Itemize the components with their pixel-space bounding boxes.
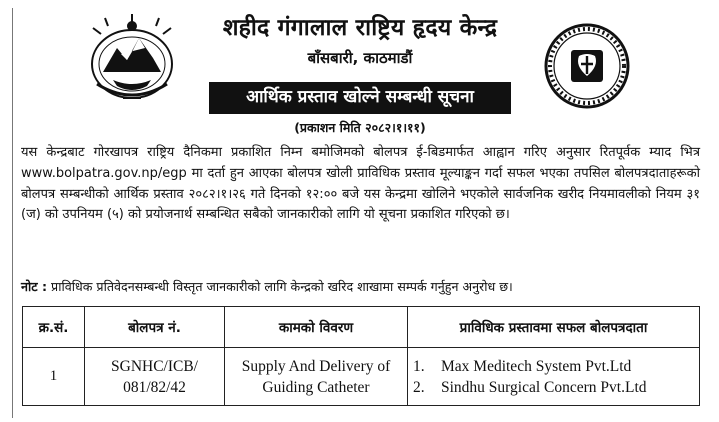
header-bid-number: बोलपत्र नं. bbox=[85, 307, 225, 348]
list-item bbox=[413, 377, 698, 398]
cell-serial-number: 1 bbox=[23, 348, 85, 406]
header-serial-number: क्र.सं. bbox=[23, 307, 85, 348]
organization-address: बाँसबारी, काठमाडौं bbox=[307, 49, 413, 67]
note-label: नोट : bbox=[21, 279, 48, 294]
publication-date: (प्रकाशन मिति २०८२।१।११) bbox=[294, 120, 426, 135]
table-row bbox=[23, 348, 700, 406]
notice-title: आर्थिक प्रस्ताव खोल्ने सम्बन्धी सूचना bbox=[209, 82, 511, 114]
cell-bid-number: SGNHC/ICB/ 081/82/42 bbox=[85, 348, 225, 406]
list-item bbox=[413, 356, 698, 377]
organization-name: शहीद गंगालाल राष्ट्रिय हृदय केन्द्र bbox=[222, 15, 498, 41]
header-work-description: कामको विवरण bbox=[225, 307, 408, 348]
header-successful-bidders: प्राविधिक प्रस्तावमा सफल बोलपत्रदाता bbox=[408, 307, 700, 348]
notice-paragraph: यस केन्द्रबाट गोरखापत्र राष्ट्रिय दैनिकमा प्रकाशित निम्न बमोजिमको बोलपत्र ई-बिडमार्फत आह्वान गरिए अनुसार रितपूर्वक म्याद भित्र www.bolpatra.gov.np/egp मा दर्ता हुन आएका बोलपत्र खोली प्राविधिक प्रस्ताव मूल्याङ्कन गर्दा सफल भएका तपसिल बोलपत्रदाताहरूको बोलपत्र सम्बन्धीको आर्थिक प्रस्ताव २०८२।१।२६ गते दिनको १२:०० बजे यस केन्द्रमा खोलिने भएकोले सार्वजनिक खरीद नियमावलीको नियम ३१ (ज) को उपनियम (५) को प्रयोजनार्थ सम्बन्धित सबैको जानकारीको लागि यो सूचना प्रकाशित गरिएको छ। bbox=[21, 145, 700, 223]
bidder-list bbox=[409, 356, 698, 398]
nepal-coat-of-arms-icon bbox=[83, 14, 181, 106]
note-text: प्राविधिक प्रतिवेदनसम्बन्धी विस्तृत जानकारीको लागि केन्द्रको खरिद शाखामा सम्पर्क गर्नुहुन अनुरोध छ। bbox=[47, 279, 513, 294]
table-header-row bbox=[23, 307, 700, 348]
bidder-number: 1. bbox=[413, 357, 425, 375]
cell-bidders bbox=[408, 348, 700, 406]
bidder-number: 2. bbox=[413, 378, 425, 396]
note-line bbox=[21, 277, 700, 297]
bid-table bbox=[22, 306, 700, 406]
hospital-seal-icon bbox=[543, 22, 631, 110]
cell-work-description: Supply And Delivery of Guiding Catheter bbox=[225, 348, 408, 406]
bidder-name: Sindhu Surgical Concern Pvt.Ltd bbox=[441, 378, 647, 396]
bidder-name: Max Meditech System Pvt.Ltd bbox=[441, 357, 632, 375]
